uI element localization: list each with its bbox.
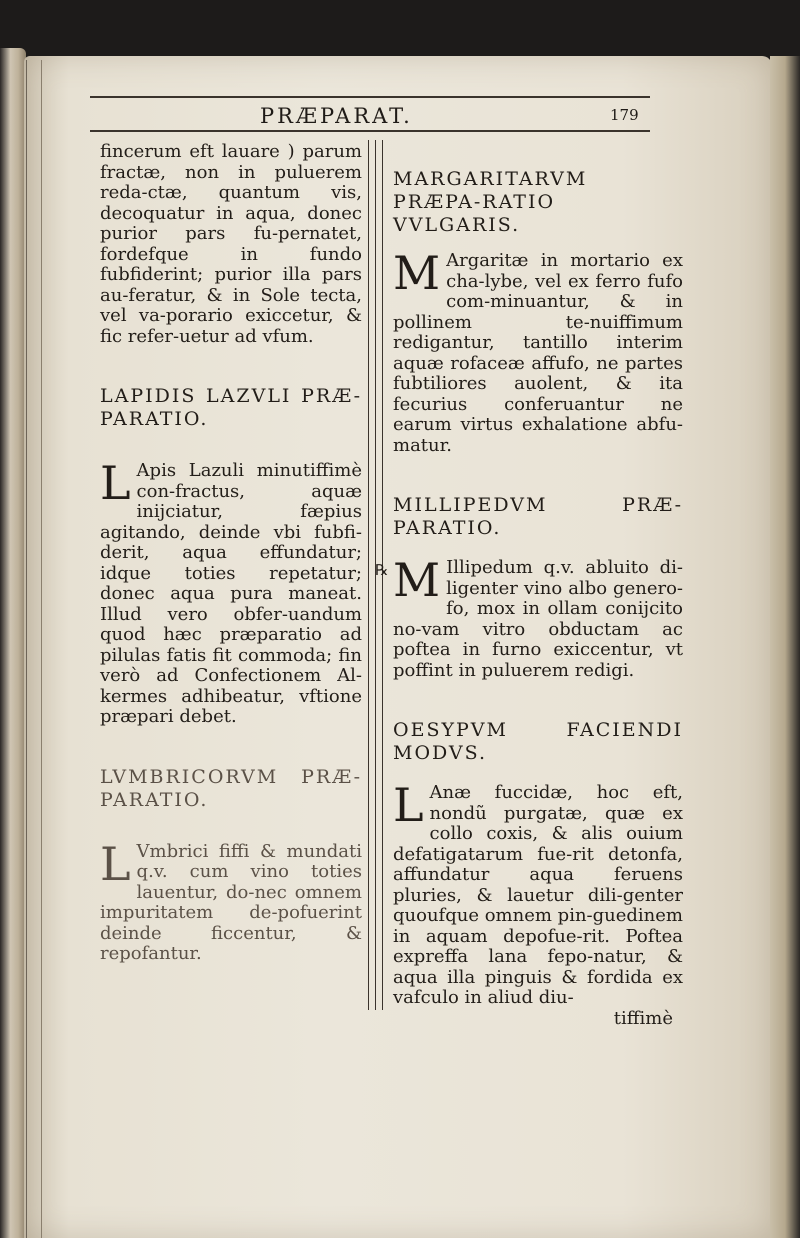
- paragraph-text: Illipedum q.v. abluito di-ligenter vino albo genero-fo, mox in ollam conijcito no-vam vitro obductam ac poftea in furno exiccentur, vt poffint in puluerem redigi.: [393, 557, 683, 681]
- heading-millipedum: MILLIPEDVM PRÆ-PARATIO.: [393, 494, 683, 539]
- page-edge-right: [770, 56, 800, 1238]
- recipe-symbol: ℞: [375, 561, 389, 579]
- paragraph-millipedum: [375, 553, 683, 681]
- paragraph-lapidis-lazuli: [100, 456, 362, 728]
- heading-lumbricorum: LVMBRICORVM PRÆ-PARATIO.: [100, 765, 362, 811]
- drop-cap: L: [100, 456, 131, 510]
- heading-oesypum: OESYPVM FACIENDI MODVS.: [393, 719, 683, 764]
- right-column: [375, 168, 683, 1029]
- paragraph-margaritarum: [393, 246, 683, 456]
- paragraph-oesypum: [393, 778, 683, 1009]
- drop-cap: L: [393, 778, 424, 832]
- running-title: PRÆPARAT.: [260, 104, 413, 128]
- heading-margaritarum: MARGARITARVM PRÆPA-RATIO VVLGARIS.: [393, 168, 588, 236]
- left-column: [100, 142, 362, 965]
- header-rule-bottom: [90, 130, 650, 132]
- paragraph-lumbricorum: [100, 836, 362, 965]
- catchword: tiffimè: [613, 1007, 673, 1029]
- page-gutter: [26, 60, 42, 1238]
- running-header: [90, 96, 660, 132]
- drop-cap: L: [100, 836, 131, 891]
- paragraph-text: Argaritæ in mortario ex cha-lybe, vel ex ferro fufo com-minuantur, & in pollinem te-nuiffimum redigantur, tantillo interim aquæ rofaceæ affufo, ne partes fubtiliores auolent, & ita fecurius conferuantur ne earum virtus exhalatione abfu-matur.: [393, 250, 683, 456]
- header-rule-top: [90, 96, 650, 98]
- intro-paragraph: fincerum eft lauare ) parum fractæ, non in puluerem reda-ctæ, quantum vis, decoquatur in aqua, donec purior pars fu-pernatet, fordefque in fundo fubfiderint; purior illa pars au-feratur, & in Sole tecta, vel va-porario exiccetur, & fic refer-uetur ad vfum.: [100, 141, 362, 347]
- book-spine-left: [0, 48, 26, 1238]
- drop-cap: M: [393, 553, 441, 607]
- paragraph-text: Anæ fuccidæ, hoc eft, nondũ purgatæ, quæ ex collo coxis, & alis ouium defatigatarum fue-rit detonfa, affundatur aqua feruens pluries, & lauetur dili-genter quoufque omnem pin-guedinem in aquam depofue-rit. Poftea expreffa lana fepo-natur, & aqua illa pinguis & fordida ex vafculo in aliud diu-: [393, 782, 683, 1008]
- page-number: 179: [610, 106, 639, 124]
- paragraph-text: Vmbrici fiffi & mundati q.v. cum vino toties lauentur, do-nec omnem impuritatem de-pofuerint deinde ficcentur, & repofantur.: [100, 840, 362, 964]
- paragraph-text: Apis Lazuli minutiffimè con-fractus, aquæ inijciatur, fæpius agitando, deinde vbi fubfi-derit, aqua effundatur; idque toties repetatur; donec aqua pura maneat. Illud vero obfer-uandum quod hæc præparatio ad pilulas fatis fit commoda; fin verò ad Confectionem Al-kermes adhibeatur, vftione præpari debet.: [100, 460, 362, 727]
- heading-lapidis-lazuli: LAPIDIS LAZVLI PRÆ-PARATIO.: [100, 385, 362, 430]
- drop-cap: M: [393, 246, 441, 300]
